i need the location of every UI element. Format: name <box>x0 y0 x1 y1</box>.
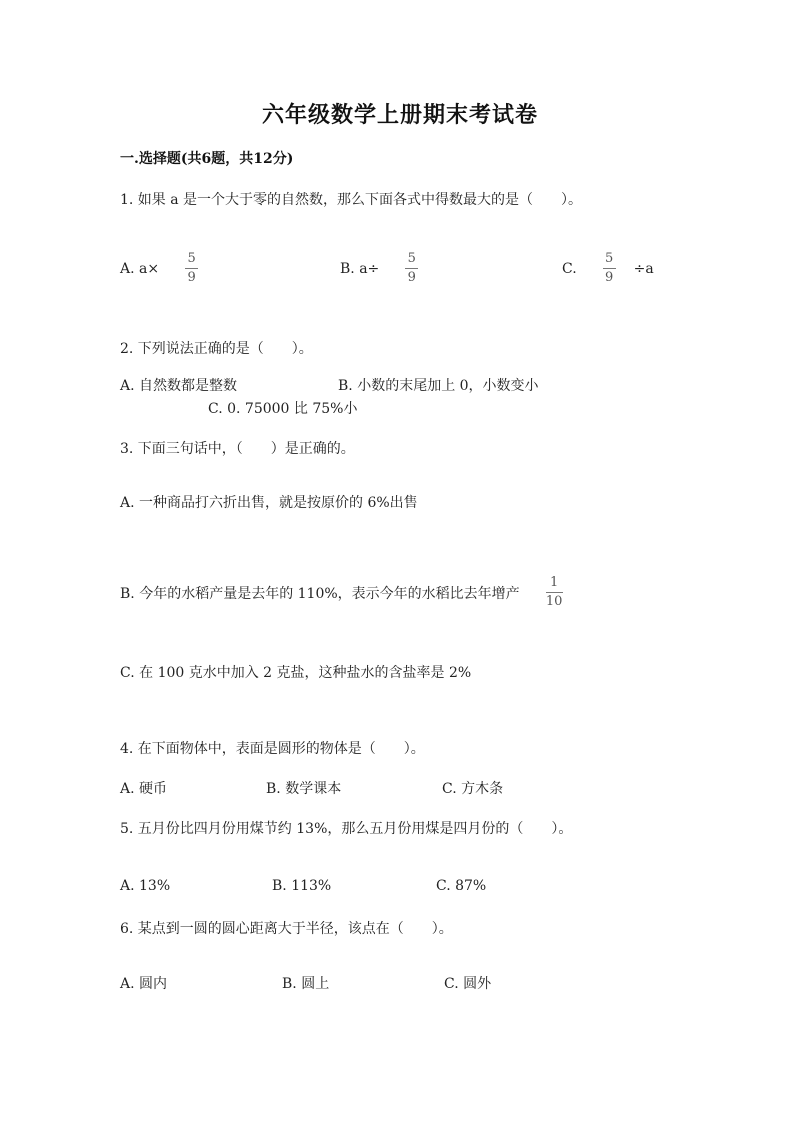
section-heading: 一.选择题(共6题，共12分) <box>120 151 294 167</box>
question-6-option-a: A. 圆内 <box>120 976 168 992</box>
question-2-option-c: C. 0. 75000 比 75%小 <box>208 401 358 417</box>
question-6-option-b: B. 圆上 <box>282 976 330 992</box>
option-a-text: A. a× <box>120 260 160 277</box>
denominator: 10 <box>545 594 563 609</box>
numerator: 5 <box>407 251 416 266</box>
question-6-option-c: C. 圆外 <box>444 976 492 992</box>
question-4-stem: 4. 在下面物体中，表面是圆形的物体是（ ）。 <box>120 741 425 757</box>
option-b-text: B. a÷ <box>340 260 380 277</box>
question-4-option-a: A. 硬币 <box>120 781 168 797</box>
numerator: 1 <box>550 575 559 590</box>
question-1-option-b <box>340 252 418 285</box>
option-c-label: C. <box>562 260 577 277</box>
page-title: 六年级数学上册期末考试卷 <box>261 102 538 128</box>
fraction <box>546 576 563 609</box>
fraction <box>405 252 418 285</box>
question-2-option-a: A. 自然数都是整数 <box>120 378 238 394</box>
question-2-stem: 2. 下列说法正确的是（ ）。 <box>120 341 313 357</box>
fraction-bar <box>546 592 563 593</box>
fraction <box>603 252 616 285</box>
question-2-option-b: B. 小数的末尾加上 0，小数变小 <box>338 378 539 394</box>
fraction <box>185 252 198 285</box>
question-1-stem: 1. 如果 a 是一个大于零的自然数，那么下面各式中得数最大的是（ ）。 <box>120 192 583 208</box>
question-3-option-c: C. 在 100 克水中加入 2 克盐，这种盐水的含盐率是 2% <box>120 665 472 681</box>
denominator: 9 <box>187 270 196 285</box>
numerator: 5 <box>605 251 614 266</box>
option-c-suffix: ÷a <box>633 260 654 277</box>
question-5-option-b: B. 113% <box>272 878 332 894</box>
numerator: 5 <box>187 251 196 266</box>
question-6-stem: 6. 某点到一圆的圆心距离大于半径，该点在（ ）。 <box>120 921 453 937</box>
question-1-option-c <box>562 252 654 285</box>
option-b-text: B. 今年的水稻产量是去年的 110%，表示今年的水稻比去年增产 <box>120 585 520 602</box>
question-3-option-a: A. 一种商品打六折出售，就是按原价的 6%出售 <box>120 495 418 511</box>
fraction-bar <box>405 268 418 269</box>
denominator: 9 <box>407 270 416 285</box>
question-4-option-b: B. 数学课本 <box>266 781 342 797</box>
question-5-option-c: C. 87% <box>436 878 487 894</box>
question-3-option-b <box>120 576 563 609</box>
question-1-option-a <box>120 252 198 285</box>
question-4-option-c: C. 方木条 <box>442 781 504 797</box>
question-3-stem: 3. 下面三句话中，（ ）是正确的。 <box>120 441 355 457</box>
fraction-bar <box>603 268 616 269</box>
denominator: 9 <box>605 270 614 285</box>
fraction-bar <box>185 268 198 269</box>
question-5-option-a: A. 13% <box>120 878 171 894</box>
question-5-stem: 5. 五月份比四月份用煤节约 13%，那么五月份用煤是四月份的（ ）。 <box>120 821 573 837</box>
